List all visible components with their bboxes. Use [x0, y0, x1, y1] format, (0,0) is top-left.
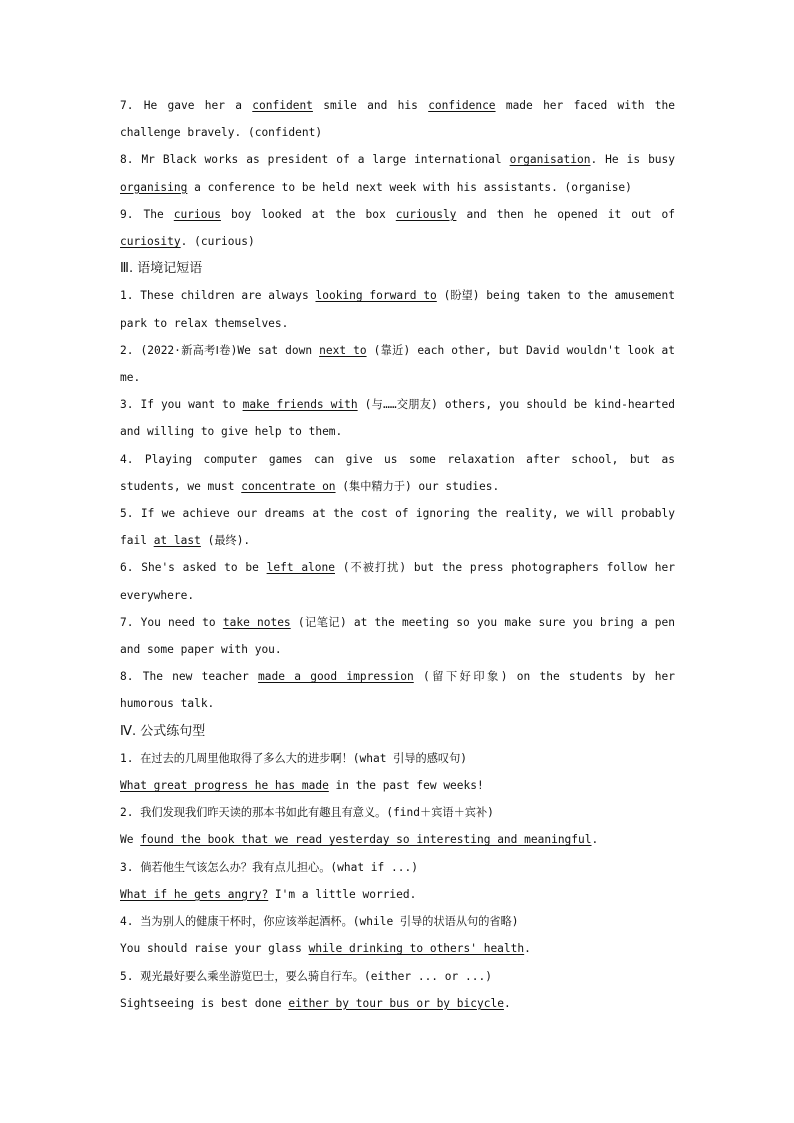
- answer: found the book that we read yesterday so interesting and meaningful: [140, 833, 592, 847]
- phrase-question-5: 5. If we achieve our dreams at the cost of ignoring the reality, we will probably fail at last (最终).: [120, 507, 675, 548]
- sentence-prompt-2: 2. 我们发现我们昨天读的那本书如此有趣且有意义。(find＋宾语＋宾补): [120, 806, 494, 820]
- answer: next to: [319, 343, 367, 357]
- answer: looking forward to: [315, 289, 437, 303]
- answer: curiously: [395, 207, 457, 221]
- answer: What if he gets angry?: [120, 887, 269, 901]
- answer: organising: [120, 180, 188, 194]
- answer: concentrate on: [241, 479, 336, 493]
- question-8: 8. Mr Black works as president of a large international organisation. He is busy organising a conference to be held next week with his assistants. (organise): [120, 153, 676, 194]
- answer: curious: [173, 207, 221, 221]
- answer: curiosity: [120, 235, 181, 249]
- answer: left alone: [266, 561, 335, 575]
- question-7: 7. He gave her a confident smile and his confidence made her faced with the challenge bravely. (confident): [120, 99, 675, 140]
- phrase-question-4: 4. Playing computer games can give us some relaxation after school, but as students, we must concentrate on (集中精力于) our studies.: [120, 452, 675, 493]
- sentence-prompt-1: 1. 在过去的几周里他取得了多么大的进步啊！(what 引导的感叹句): [120, 751, 468, 765]
- phrase-question-8: 8. The new teacher made a good impression (留下好印象) on the students by her humorous talk.: [120, 670, 675, 711]
- sentence-answer-5: Sightseeing is best done either by tour bus or by bicycle.: [120, 996, 511, 1010]
- sentence-answer-4: You should raise your glass while drinking to others' health.: [120, 942, 531, 956]
- phrase-question-2: 2. (2022·新高考Ⅰ卷)We sat down next to (靠近) each other, but David wouldn't look at me.: [120, 343, 675, 385]
- sentence-prompt-3: 3. 倘若他生气该怎么办？我有点儿担心。(what if ...): [120, 860, 418, 874]
- question-9: 9. The curious boy looked at the box curiously and then he opened it out of curiosity. (curious): [120, 207, 675, 249]
- answer: What great progress he has made: [120, 779, 329, 793]
- answer: organisation: [509, 153, 591, 167]
- sentence-answer-3: What if he gets angry? I'm a little worried.: [120, 887, 417, 901]
- phrase-question-3: 3. If you want to make friends with (与……交朋友) others, you should be kind-hearted and willing to give help to them.: [120, 398, 675, 439]
- answer: either by tour bus or by bicycle: [288, 996, 504, 1010]
- phrase-question-1: 1. These children are always looking forward to (盼望) being taken to the amusement park to relax themselves.: [120, 289, 675, 330]
- answer: make friends with: [242, 398, 358, 412]
- worksheet-page: [120, 92, 675, 1017]
- section-heading-phrases: Ⅲ. 语境记短语: [120, 261, 203, 277]
- phrase-question-7: 7. You need to take notes (记笔记) at the meeting so you make sure you bring a pen and some paper with you.: [120, 615, 675, 657]
- answer: confident: [252, 99, 313, 112]
- answer: while drinking to others' health: [308, 942, 525, 956]
- answer: take notes: [222, 615, 291, 629]
- sentence-prompt-5: 5. 观光最好要么乘坐游览巴士，要么骑自行车。(either ... or ...): [120, 969, 492, 983]
- answer: at last: [153, 534, 201, 548]
- sentence-answer-1: What great progress he has made in the past few weeks!: [120, 779, 484, 793]
- phrase-question-6: 6. She's asked to be left alone (不被打扰) but the press photographers follow her everywhere.: [120, 561, 676, 602]
- sentence-prompt-4: 4. 当为别人的健康干杯时，你应该举起酒杯。(while 引导的状语从句的省略): [120, 915, 519, 929]
- sentence-answer-2: We found the book that we read yesterday so interesting and meaningful.: [120, 833, 599, 847]
- answer: confidence: [428, 99, 496, 112]
- answer: made a good impression: [258, 670, 414, 684]
- section-heading-sentences: Ⅳ. 公式练句型: [120, 723, 206, 739]
